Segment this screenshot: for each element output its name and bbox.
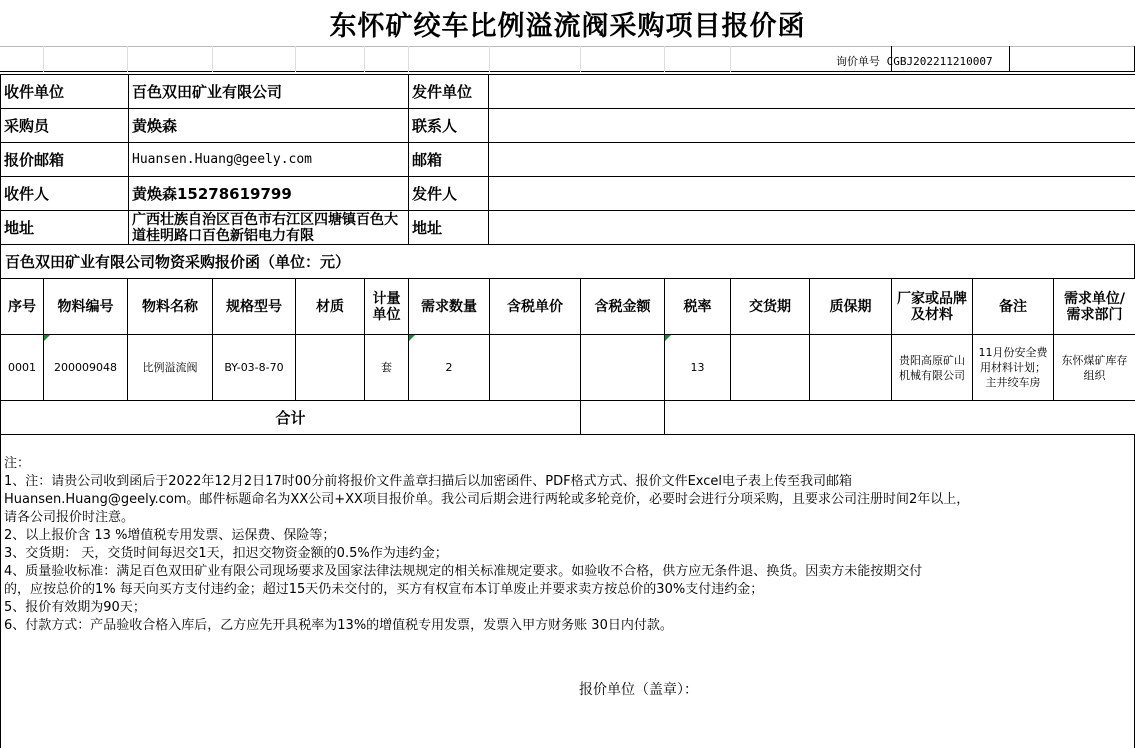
note-3: 3、交货期： 天，交货时间每迟交1天，扣迟交物资金额的0.5%作为违约金； xyxy=(4,546,448,561)
page-title: 东怀矿绞车比例溢流阀采购项目报价函 xyxy=(329,10,806,42)
row-seq: 0001 xyxy=(1,335,44,401)
receiver-unit-value: 百色双田矿业有限公司 xyxy=(129,75,409,109)
header-cell: 质保期 xyxy=(810,279,892,335)
header-cell: 物料名称 xyxy=(128,279,213,335)
table-header-row xyxy=(1,279,1135,335)
mailbox-label: 邮箱 xyxy=(409,143,489,177)
signature-label: 报价单位（盖章）： xyxy=(579,682,698,698)
recipient-value: 黄焕森15278619799 xyxy=(129,177,409,211)
note-4a: 4、质量验收标准：满足百色双田矿业有限公司现场要求及国家法律法规规定的相关标准规定要求。如验收不合格，供方应无条件退、换货。因卖方未能按期交付 xyxy=(4,564,923,579)
header-cell: 厂家或品牌及材料 xyxy=(892,279,973,335)
header-cell: 备注 xyxy=(973,279,1054,335)
info-row-buyer xyxy=(1,109,1135,143)
recipient-label: 收件人 xyxy=(1,177,129,211)
header-cell: 序号 xyxy=(1,279,44,335)
row-unit-price[interactable] xyxy=(490,335,581,401)
contact-value[interactable] xyxy=(489,109,1135,143)
table-subtitle: 百色双田矿业有限公司物资采购报价函（单位：元） xyxy=(0,244,1135,278)
address-label: 地址 xyxy=(1,211,129,245)
sender-value[interactable] xyxy=(489,177,1135,211)
header-cell: 含税金额 xyxy=(581,279,665,335)
note-5: 5、报价有效期为90天； xyxy=(4,600,146,615)
sender-label: 发件人 xyxy=(409,177,489,211)
notes-section xyxy=(0,434,1135,748)
row-manufacturer: 贵阳高原矿山机械有限公司 xyxy=(892,335,973,401)
buyer-label: 采购员 xyxy=(1,109,129,143)
note-6: 6、付款方式：产品验收合格入库后，乙方应先开具税率为13%的增值税专用发票，发票入甲方财务账 30日内付款。 xyxy=(4,618,673,633)
total-blank xyxy=(665,401,1135,435)
header-cell: 需求单位/需求部门 xyxy=(1054,279,1135,335)
info-row-address xyxy=(1,211,1135,245)
inquiry-number xyxy=(836,53,993,69)
header-cell: 计量单位 xyxy=(365,279,409,335)
sender-unit-label: 发件单位 xyxy=(409,75,489,109)
header-cell: 材质 xyxy=(296,279,365,335)
note-1c: 请各公司报价时注意。 xyxy=(4,510,135,525)
row-delivery[interactable] xyxy=(731,335,810,401)
row-spec: BY-03-8-70 xyxy=(213,335,296,401)
row-department: 东怀煤矿库存组织 xyxy=(1054,335,1135,401)
info-table xyxy=(0,74,1135,245)
email-label: 报价邮箱 xyxy=(1,143,129,177)
note-2: 2、以上报价含 13 %增值税专用发票、运保费、保险等； xyxy=(4,528,336,543)
header-cell: 交货期 xyxy=(731,279,810,335)
address-value: 广西壮族自治区百色市右江区四塘镇百色大道桂明路口百色新铝电力有限 xyxy=(129,211,409,245)
total-amount[interactable] xyxy=(581,401,665,435)
note-4b: 的，应按总价的1% 每天向买方支付违约金；超过15天仍未交付的，买方有权宣布本订单废止并要求卖方按总价的30%支付违约金； xyxy=(4,582,764,597)
row-material-name: 比例溢流阀 xyxy=(128,335,213,401)
inquiry-value: CGBJ202211210007 xyxy=(886,55,993,68)
row-quantity: 2 xyxy=(409,335,490,401)
table-row xyxy=(1,335,1135,401)
buyer-value: 黄焕森 xyxy=(129,109,409,143)
header-cell: 需求数量 xyxy=(409,279,490,335)
mailbox-value[interactable] xyxy=(489,143,1135,177)
note-1a: 1、注：请贵公司收到函后于2022年12月2日17时00分前将报价文件盖章扫描后以加密函件、PDF格式方式、报价文件Excel电子表上传至我司邮箱 xyxy=(4,474,853,489)
receiver-unit-label: 收件单位 xyxy=(1,75,129,109)
items-table xyxy=(0,278,1135,435)
row-material-code: 200009048 xyxy=(44,335,128,401)
row-material[interactable] xyxy=(296,335,365,401)
note-1b: Huansen.Huang@geely.com。邮件标题命名为XX公司+XX项目报价单。我公司后期会进行两轮或多轮竞价，必要时会进行分项采购，且要求公司注册时间2年以上， xyxy=(4,492,970,507)
total-row xyxy=(1,401,1135,435)
row-amount[interactable] xyxy=(581,335,665,401)
row-warranty[interactable] xyxy=(810,335,892,401)
info-row-recipient xyxy=(1,177,1135,211)
info-row-receiver xyxy=(1,75,1135,109)
header-cell: 物料编号 xyxy=(44,279,128,335)
contact-label: 联系人 xyxy=(409,109,489,143)
email-value[interactable]: Huansen.Huang@geely.com xyxy=(129,143,409,177)
header-cell: 含税单价 xyxy=(490,279,581,335)
row-unit: 套 xyxy=(365,335,409,401)
info-row-email xyxy=(1,143,1135,177)
notes-heading: 注： xyxy=(4,456,31,471)
inquiry-label: 询价单号 xyxy=(836,55,880,68)
address2-value[interactable] xyxy=(489,211,1135,245)
header-cell: 税率 xyxy=(665,279,731,335)
header-cell: 规格型号 xyxy=(213,279,296,335)
total-label: 合计 xyxy=(1,401,581,435)
row-remark: 11月份安全费用材料计划；主井绞车房 xyxy=(973,335,1054,401)
address2-label: 地址 xyxy=(409,211,489,245)
row-tax-rate: 13 xyxy=(665,335,731,401)
sender-unit-value[interactable] xyxy=(489,75,1135,109)
